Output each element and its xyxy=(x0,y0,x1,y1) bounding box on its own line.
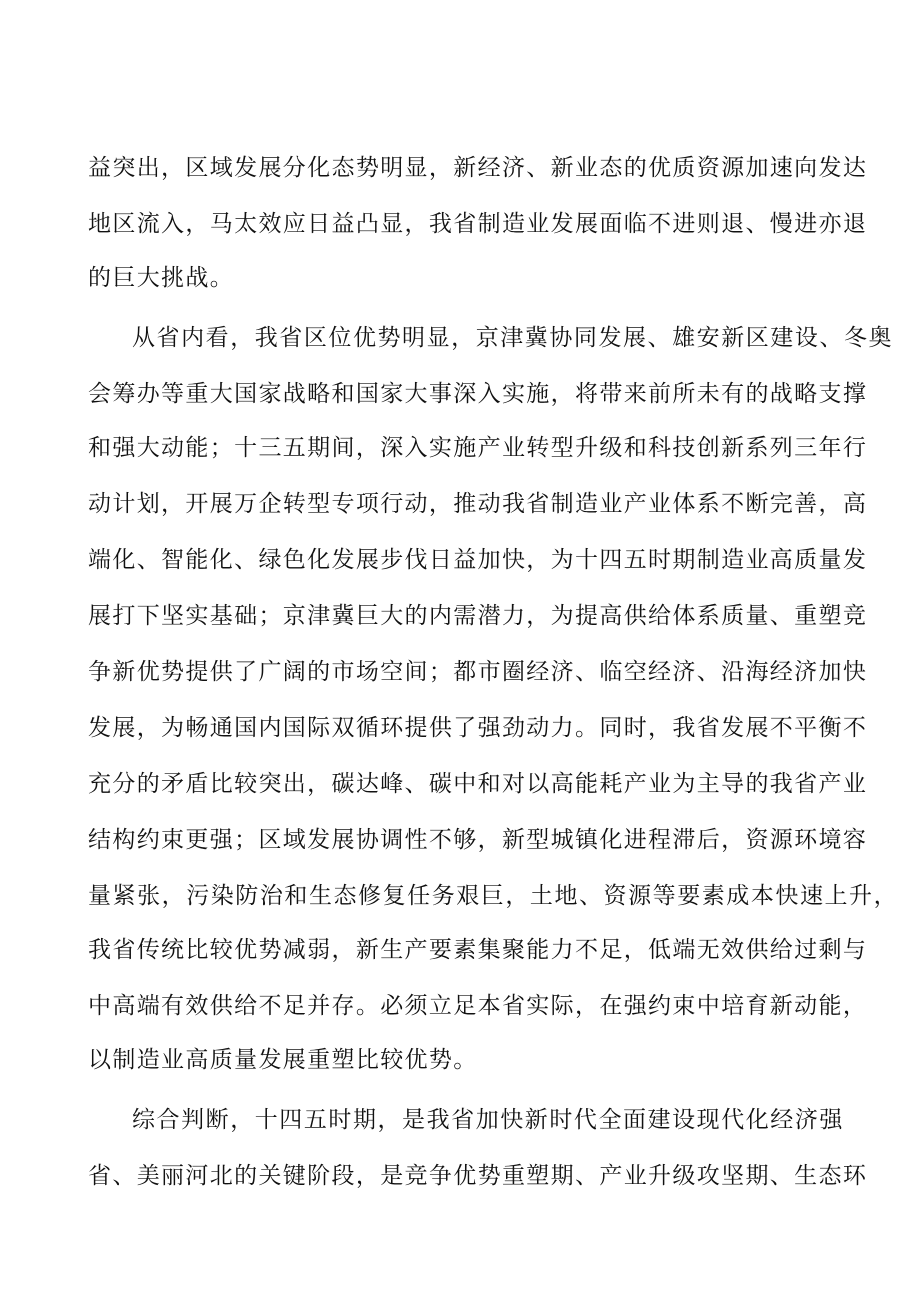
paragraph-line: 从省内看，我省区位优势明显，京津冀协同发展、雄安新区建设、冬奥 xyxy=(132,325,894,351)
paragraph-line: 益突出，区域发展分化态势明显，新经济、新业态的优质资源加速向发达 xyxy=(88,155,868,181)
paragraph-line: 量紧张，污染防治和生态修复任务艰巨，土地、资源等要素成本快速上升， xyxy=(88,883,899,909)
paragraph-line: 会筹办等重大国家战略和国家大事深入实施，将带来前所未有的战略支撑 xyxy=(88,381,868,407)
paragraph-line: 以制造业高质量发展重塑比较优势。 xyxy=(88,1047,478,1073)
paragraph-line: 展打下坚实基础；京津冀巨大的内需潜力，为提高供给体系质量、重塑竞 xyxy=(88,603,868,629)
paragraph-line: 我省传统比较优势减弱，新生产要素集聚能力不足，低端无效供给过剩与 xyxy=(88,937,868,963)
paragraph-line: 地区流入，马太效应日益凸显，我省制造业发展面临不进则退、慢进亦退 xyxy=(88,211,868,237)
paragraph-line: 动计划，开展万企转型专项行动，推动我省制造业产业体系不断完善，高 xyxy=(88,491,868,517)
paragraph-line: 发展，为畅通国内国际双循环提供了强劲动力。同时，我省发展不平衡不 xyxy=(88,715,868,741)
paragraph-line: 结构约束更强；区域发展协调性不够，新型城镇化进程滞后，资源环境容 xyxy=(88,827,868,853)
paragraph-line: 和强大动能；十三五期间，深入实施产业转型升级和科技创新系列三年行 xyxy=(88,435,868,461)
paragraph-line: 充分的矛盾比较突出，碳达峰、碳中和对以高能耗产业为主导的我省产业 xyxy=(88,771,868,797)
paragraph-line: 中高端有效供给不足并存。必须立足本省实际，在强约束中培育新动能， xyxy=(88,993,868,1019)
paragraph-line: 端化、智能化、绿色化发展步伐日益加快，为十四五时期制造业高质量发 xyxy=(88,547,868,573)
paragraph-line: 争新优势提供了广阔的市场空间；都市圈经济、临空经济、沿海经济加快 xyxy=(88,659,868,685)
paragraph-line: 省、美丽河北的关键阶段，是竞争优势重塑期、产业升级攻坚期、生态环 xyxy=(88,1163,868,1189)
paragraph-line: 的巨大挑战。 xyxy=(88,265,235,291)
paragraph-line: 综合判断，十四五时期，是我省加快新时代全面建设现代化经济强 xyxy=(132,1107,844,1133)
